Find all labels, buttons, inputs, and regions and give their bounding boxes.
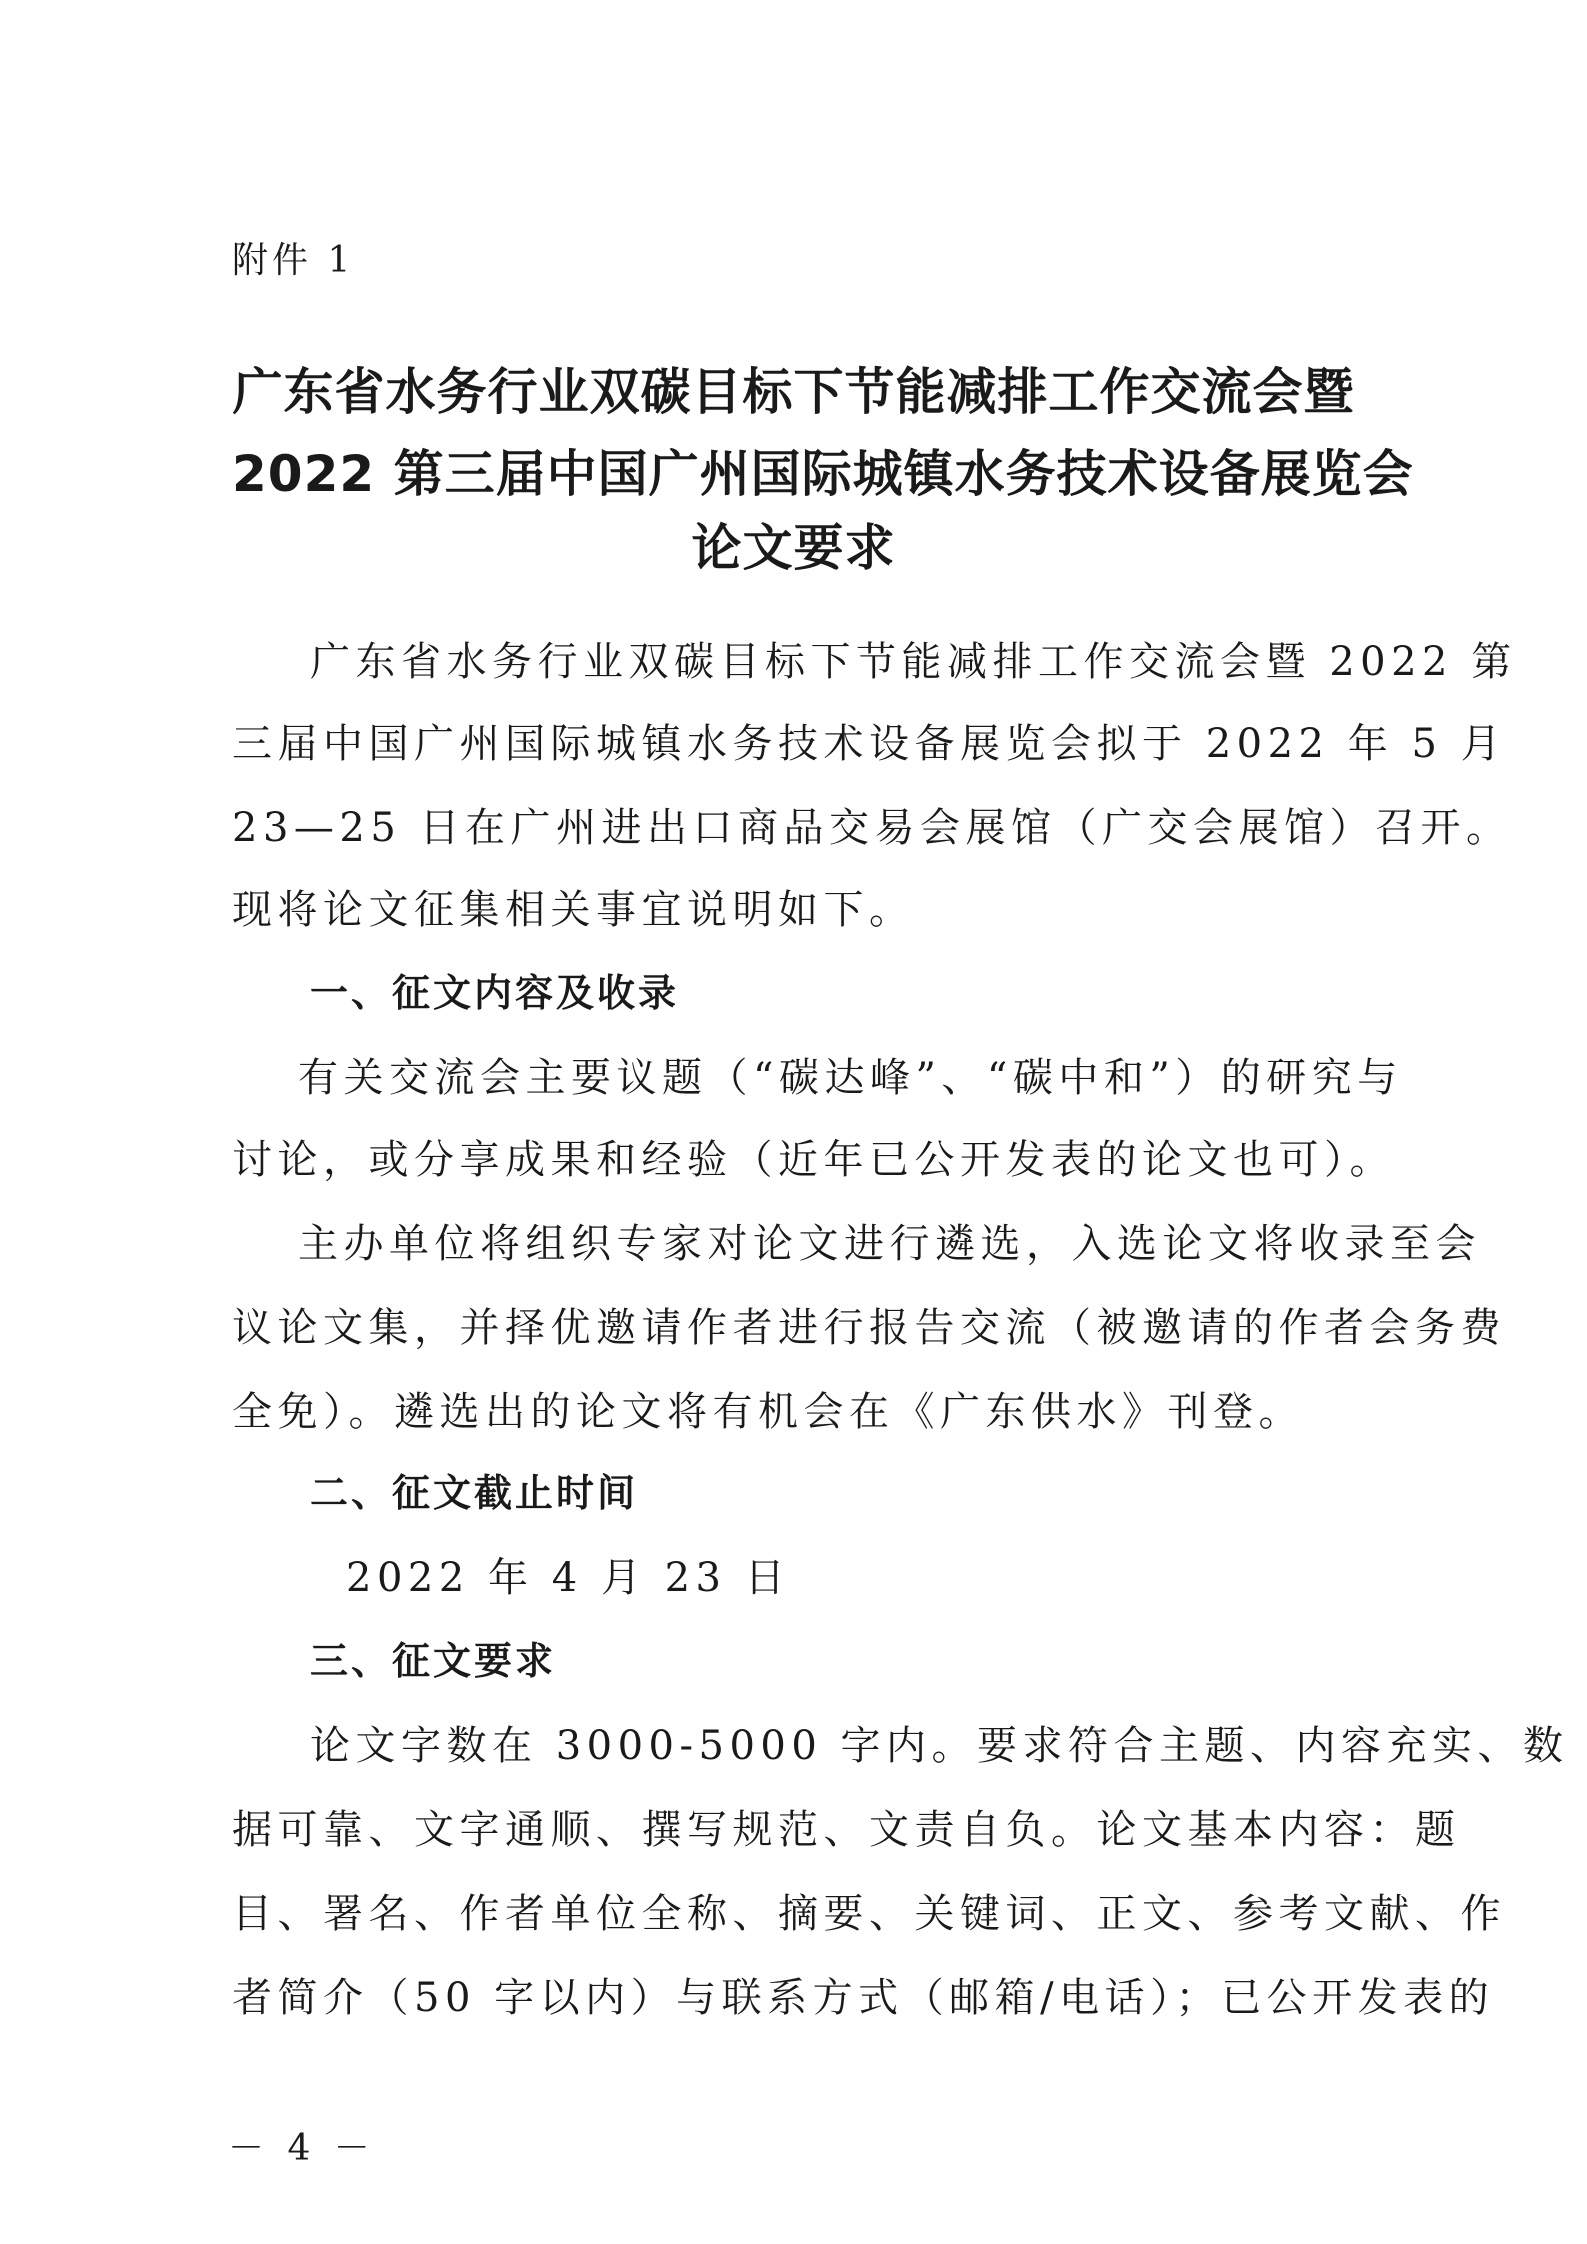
page-number: － 4 － — [228, 2128, 376, 2169]
section-1-para-2-line-3: 全免）。遴选出的论文将有机会在《广东供水》刊登。 — [232, 1389, 1304, 1435]
section-1-para-2-line-2: 议论文集，并择优邀请作者进行报告交流（被邀请的作者会务费 — [232, 1305, 1506, 1351]
intro-line-3: 23—25 日在广州进出口商品交易会展馆（广交会展馆）召开。 — [232, 805, 1512, 851]
section-3-para-line-3: 目、署名、作者单位全称、摘要、关键词、正文、参考文献、作 — [232, 1891, 1506, 1937]
section-3-heading: 三、征文要求 — [310, 1639, 557, 1683]
section-2-heading: 二、征文截止时间 — [310, 1471, 639, 1515]
intro-line-4: 现将论文征集相关事宜说明如下。 — [232, 887, 915, 933]
section-3-para-line-1: 论文字数在 3000-5000 字内。要求符合主题、内容充实、数 — [310, 1723, 1569, 1769]
title-line-1: 广东省水务行业双碳目标下节能减排工作交流会暨 — [232, 363, 1355, 421]
section-1-para-1-line-2: 讨论，或分享成果和经验（近年已公开发表的论文也可）。 — [232, 1137, 1395, 1183]
section-1-para-1-line-1: 有关交流会主要议题（“碳达峰”、“碳中和”）的研究与 — [298, 1055, 1403, 1101]
deadline-date: 2022 年 4 月 23 日 — [346, 1555, 791, 1601]
section-1-heading: 一、征文内容及收录 — [310, 971, 680, 1015]
section-1-para-2-line-1: 主办单位将组织专家对论文进行遴选，入选论文将收录至会 — [298, 1221, 1481, 1267]
intro-line-1: 广东省水务行业双碳目标下节能减排工作交流会暨 2022 第 — [310, 639, 1517, 685]
title-line-2: 2022 第三届中国广州国际城镇水务技术设备展览会 — [232, 445, 1414, 503]
attachment-label: 附件 1 — [232, 240, 355, 281]
section-3-para-line-4: 者简介（50 字以内）与联系方式（邮箱/电话）；已公开发表的 — [232, 1975, 1495, 2021]
title-line-3: 论文要求 — [691, 519, 896, 577]
intro-line-2: 三届中国广州国际城镇水务技术设备展览会拟于 2022 年 5 月 — [232, 721, 1507, 767]
section-3-para-line-2: 据可靠、文字通顺、撰写规范、文责自负。论文基本内容：题 — [232, 1807, 1461, 1853]
